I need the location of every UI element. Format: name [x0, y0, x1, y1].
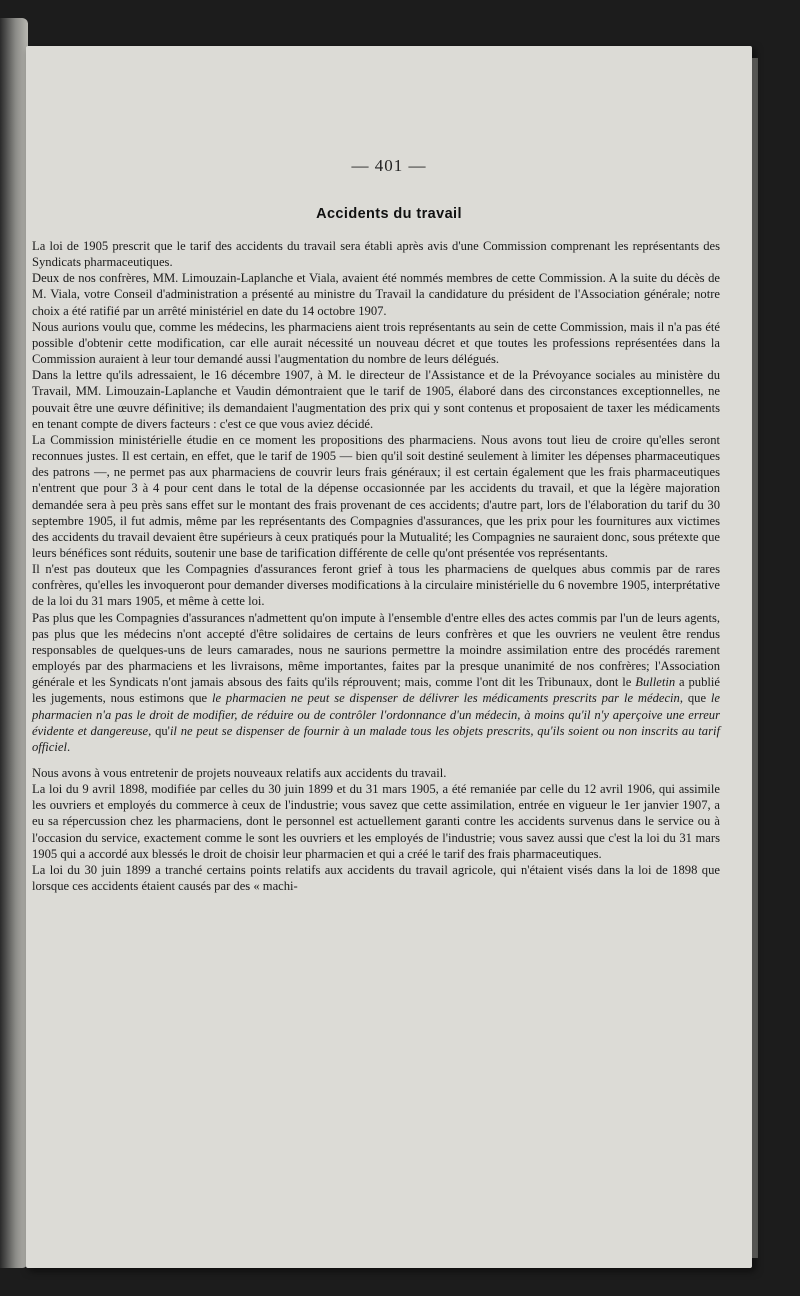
paragraph-7-start: Pas plus que les Compagnies d'assurances n'admettent qu'on impute à l'ensemble d'entre elles des actes commis par l'un de leurs agents, pas plus que les médecins n'ont accepté d'être solidaires de certains de leurs confrères et que les ouvriers ne veulent être rendus responsables de quelques-uns de leurs camarades, nous ne saurions permettre la moindre assimilation entre des procédés rarement employés par des pharmaciens et les livraisons, même importantes, faites par la presque unanimité de nos confrères; l'Association générale et les Syndicats n'ont jamais absous des faits qu'ils réprouvent; mais, comme l'ont dit les Tribunaux, dont le — [32, 610, 720, 690]
paragraph-7 — [32, 610, 720, 755]
paragraph-3: Nous aurions voulu que, comme les médecins, les pharmaciens aient trois représentants au sein de cette Commission, mais il n'a pas été possible d'obtenir cette modification, car elle aurait nécessité un nouveau décret et que toutes les professions représentées dans la Commission auraient à leur tour demandé aussi l'augmentation du nombre de leurs délégués. — [32, 319, 720, 367]
quote-2: le pharmacien n'a pas le droit de modifier, de réduire ou de contrôler l'ordonnance d'un médecin, à moins qu'il n'y aperçoive une erreur évidente et dangereuse — [32, 691, 720, 738]
paragraph-5: La Commission ministérielle étudie en ce moment les propositions des pharmaciens. Nous avons tout lieu de croire qu'elles seront reconnues justes. Il est certain, en effet, que le tarif de 1905 — bien qu'il soit destiné seulement à limiter les dépenses pharmaceutiques des patrons —, ne permet pas aux pharmaciens de couvrir leurs frais généraux; il est certain également que les frais pharmaceutiques n'entrent que pour 3 à 4 pour cent dans le total de la dépense occasionnée par les accidents du travail, et que la légère majoration demandée sera à peu près sans effet sur le montant des frais provenant de ces accidents; d'autre part, lors de l'élaboration du tarif du 30 septembre 1905, il fut admis, même par les représentants des Compagnies d'assurances, que les prix pour les fournitures aux victimes des accidents du travail devaient être supérieurs à ceux pratiqués pour la Mutualité; les Compagnies ne sauraient donc, sous prétexte que leurs bénéfices sont réduits, soutenir une base de tarification différente de celle qu'ont présentée vos représentants. — [32, 432, 720, 560]
paragraph-7-mid2: , qu' — [148, 723, 170, 738]
paragraph-7-comma: , que — [679, 691, 711, 706]
paragraph-7-end: . — [66, 739, 71, 754]
page-number: — 401 — — [351, 156, 427, 175]
paragraph-8: Nous avons à vous entretenir de projets nouveaux relatifs aux accidents du travail. — [32, 766, 447, 780]
paragraph-4: Dans la lettre qu'ils adressaient, le 16 décembre 1907, à M. le directeur de l'Assistance et de la Prévoyance sociales au ministère du Travail, MM. Limouzain-Laplanche et Vaudin démontraient que le tarif de 1905, élaboré dans des circonstances exceptionnelles, ne pouvait être une œuvre définitive; ils demandaient l'augmentation des prix qui y sont contenus et proposaient de taxer les médicaments en tenant compte de divers facteurs : c'est ce que vous aviez décidé. — [32, 368, 720, 431]
quote-3: il ne peut se dispenser de fournir à un malade tous les objets prescrits, qu'ils soient ou non inscrits au tarif officiel — [32, 723, 720, 754]
body-text — [32, 238, 720, 894]
paragraph-7-mid: a publié les jugements, nous estimons que — [32, 675, 720, 706]
paragraph-1: La loi de 1905 prescrit que le tarif des accidents du travail sera établi après avis d'une Commission comprenant les représentants des Syndicats pharmaceutiques. — [32, 239, 720, 270]
previous-page-edge — [0, 18, 28, 1268]
paragraph-10: La loi du 30 juin 1899 a tranché certains points relatifs aux accidents du travail agricole, qui n'étaient visés dans la loi de 1898 que lorsque ces accidents étaient causés par des « machi- — [32, 862, 720, 894]
section-title: Accidents du travail — [316, 206, 462, 222]
paragraph-2: Deux de nos confrères, MM. Limouzain-Laplanche et Viala, avaient été nommés membres de cette Commission. A la suite du décès de M. Viala, votre Conseil d'administration a présenté au ministre du Travail la candidature du président de l'Association générale; notre choix a été ratifié par un arrêté ministériel en date du 14 octobre 1907. — [32, 271, 720, 318]
bulletin-title: Bulletin — [635, 675, 676, 690]
paragraph-9: La loi du 9 avril 1898, modifiée par celles du 30 juin 1899 et du 31 mars 1905, a été remaniée par celle du 12 avril 1906, qui assimile les ouvriers et employés du commerce à ceux de l'industrie; vous savez que cette assimilation, entrée en vigueur le 1er janvier 1907, a eu sa répercussion chez les pharmaciens, dont le personnel est actuellement garanti contre les accidents survenus dans le service ou à l'occasion du service, exactement comme le sont les ouvriers et les employés de l'industrie; vous savez aussi que c'est la loi du 31 mars 1905 qui a accordé aux blessés le droit de choisir leur pharmacien et qui a créé le tarif des frais pharmaceutiques. — [32, 782, 720, 861]
document-page — [26, 46, 752, 1268]
quote-1: le pharmacien ne peut se dispenser de délivrer les médicaments prescrits par le médecin — [211, 691, 680, 706]
paragraph-6: Il n'est pas douteux que les Compagnies d'assurances feront grief à tous les pharmaciens de quelques abus commis par de rares confrères, qu'elles les invoqueront pour demander diverses modifications à la circulaire ministérielle du 6 novembre 1905, interprétative de la loi du 31 mars 1905, et même à cette loi. — [32, 562, 720, 609]
